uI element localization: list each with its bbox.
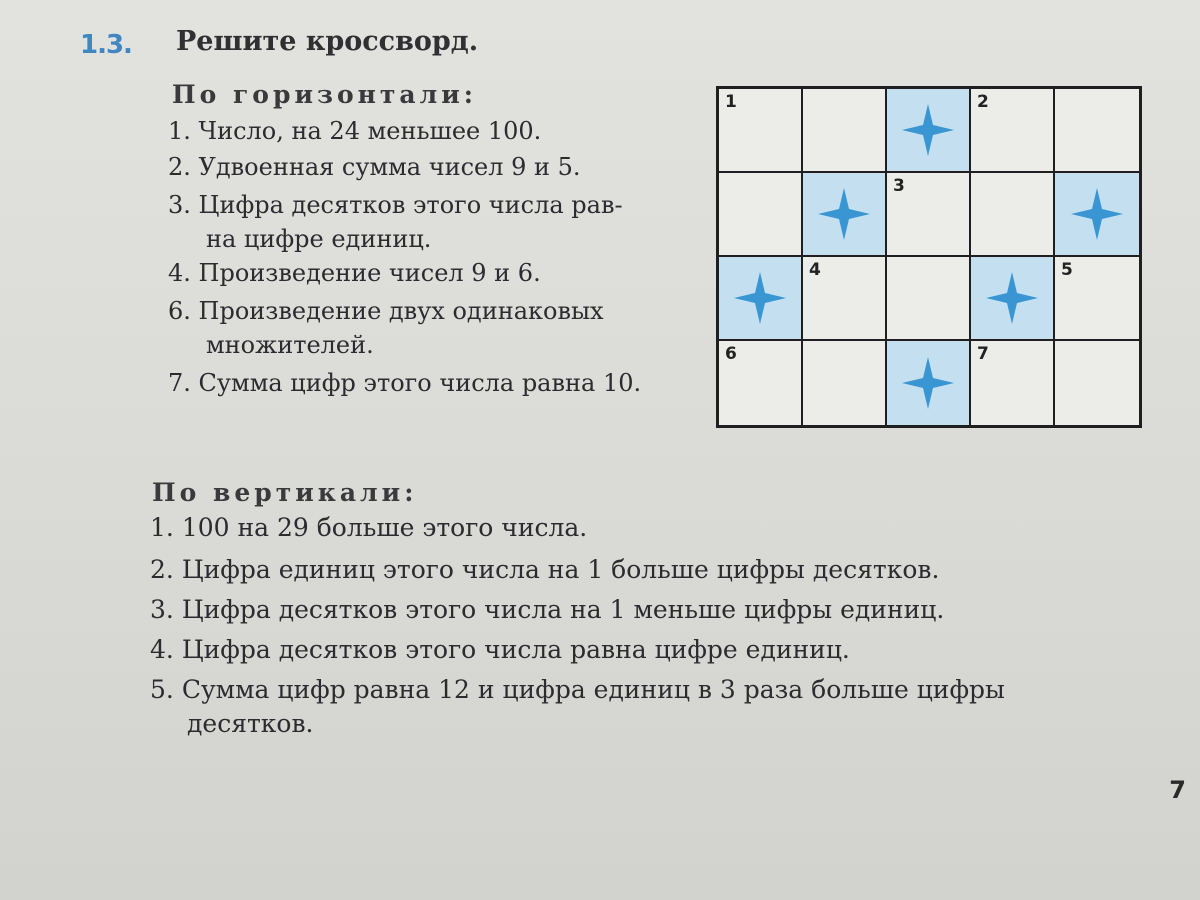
crossword-cell[interactable] — [1055, 341, 1139, 425]
task-title: Решите кроссворд. — [176, 26, 479, 57]
crossword-blocked-cell — [887, 89, 971, 173]
crossword-cell[interactable] — [887, 257, 971, 341]
crossword-cell[interactable] — [719, 89, 803, 173]
clue-text-continuation: множителей. — [206, 331, 374, 359]
four-point-star-icon — [984, 270, 1040, 326]
clue-number: 6. — [168, 297, 191, 325]
cell-number: 1 — [725, 92, 737, 112]
crossword-cell[interactable] — [719, 341, 803, 425]
clue-text: Сумма цифр этого числа равна 10. — [198, 369, 642, 397]
clue-number: 4. — [150, 635, 174, 664]
clue-number: 5. — [150, 675, 174, 704]
four-point-star-icon — [900, 355, 956, 411]
crossword-cell[interactable] — [1055, 89, 1139, 173]
clue-text-continuation: десятков. — [187, 709, 314, 738]
clue-number: 1. — [150, 513, 174, 542]
horizontal-clue — [168, 366, 641, 400]
crossword-cell[interactable] — [971, 173, 1055, 257]
horizontal-clue — [168, 256, 541, 290]
crossword-cell[interactable] — [719, 173, 803, 257]
four-point-star-icon — [816, 186, 872, 242]
crossword-blocked-cell — [719, 257, 803, 341]
clue-text: Цифра десятков этого числа рав- — [198, 191, 623, 219]
cell-number: 2 — [977, 92, 989, 112]
clue-number: 1. — [168, 117, 191, 145]
crossword-blocked-cell — [803, 173, 887, 257]
clue-number: 3. — [168, 191, 191, 219]
crossword-cell[interactable] — [803, 341, 887, 425]
horizontal-clue — [168, 188, 623, 256]
clue-text: Удвоенная сумма чисел 9 и 5. — [198, 153, 581, 181]
crossword-cell[interactable] — [887, 173, 971, 257]
cell-number: 3 — [893, 176, 905, 196]
clue-text: Произведение двух одинаковых — [198, 297, 604, 325]
cell-number: 6 — [725, 344, 737, 364]
horizontal-clue — [168, 294, 604, 362]
clue-number: 7. — [168, 369, 191, 397]
cell-number: 5 — [1061, 260, 1073, 280]
clue-text: Произведение чисел 9 и 6. — [198, 259, 541, 287]
crossword-blocked-cell — [887, 341, 971, 425]
four-point-star-icon — [1069, 186, 1125, 242]
vertical-clue — [150, 553, 939, 587]
page-number: 7 — [1169, 776, 1186, 804]
clue-number: 4. — [168, 259, 191, 287]
clue-text: Сумма цифр равна 12 и цифра единиц в 3 раза больше цифры — [181, 675, 1005, 704]
four-point-star-icon — [900, 102, 956, 158]
clue-number: 3. — [150, 595, 174, 624]
vertical-clue — [150, 633, 850, 667]
clue-text: 100 на 29 больше этого числа. — [181, 513, 588, 542]
crossword-cell[interactable] — [971, 341, 1055, 425]
clue-text: Цифра единиц этого числа на 1 больше цифры десятков. — [181, 555, 940, 584]
vertical-heading: По вертикали: — [152, 478, 418, 507]
task-number: 1.3. — [80, 30, 132, 60]
clue-text-continuation: на цифре единиц. — [206, 225, 432, 253]
clue-text: Число, на 24 меньшее 100. — [198, 117, 542, 145]
four-point-star-icon — [732, 270, 788, 326]
crossword-blocked-cell — [1055, 173, 1139, 257]
horizontal-heading: По горизонтали: — [172, 80, 478, 109]
clue-text: Цифра десятков этого числа на 1 меньше цифры единиц. — [181, 595, 945, 624]
vertical-clue — [150, 593, 944, 627]
crossword-cell[interactable] — [803, 89, 887, 173]
horizontal-clue — [168, 150, 581, 184]
horizontal-clue — [168, 114, 541, 148]
clue-number: 2. — [150, 555, 174, 584]
clue-text: Цифра десятков этого числа равна цифре единиц. — [181, 635, 850, 664]
clue-number: 2. — [168, 153, 191, 181]
crossword-cell[interactable] — [971, 89, 1055, 173]
crossword-grid — [716, 86, 1142, 428]
crossword-cell[interactable] — [1055, 257, 1139, 341]
vertical-clue — [150, 511, 587, 545]
cell-number: 4 — [809, 260, 821, 280]
cell-number: 7 — [977, 344, 989, 364]
crossword-cell[interactable] — [803, 257, 887, 341]
crossword-blocked-cell — [971, 257, 1055, 341]
vertical-clue — [150, 673, 1005, 741]
